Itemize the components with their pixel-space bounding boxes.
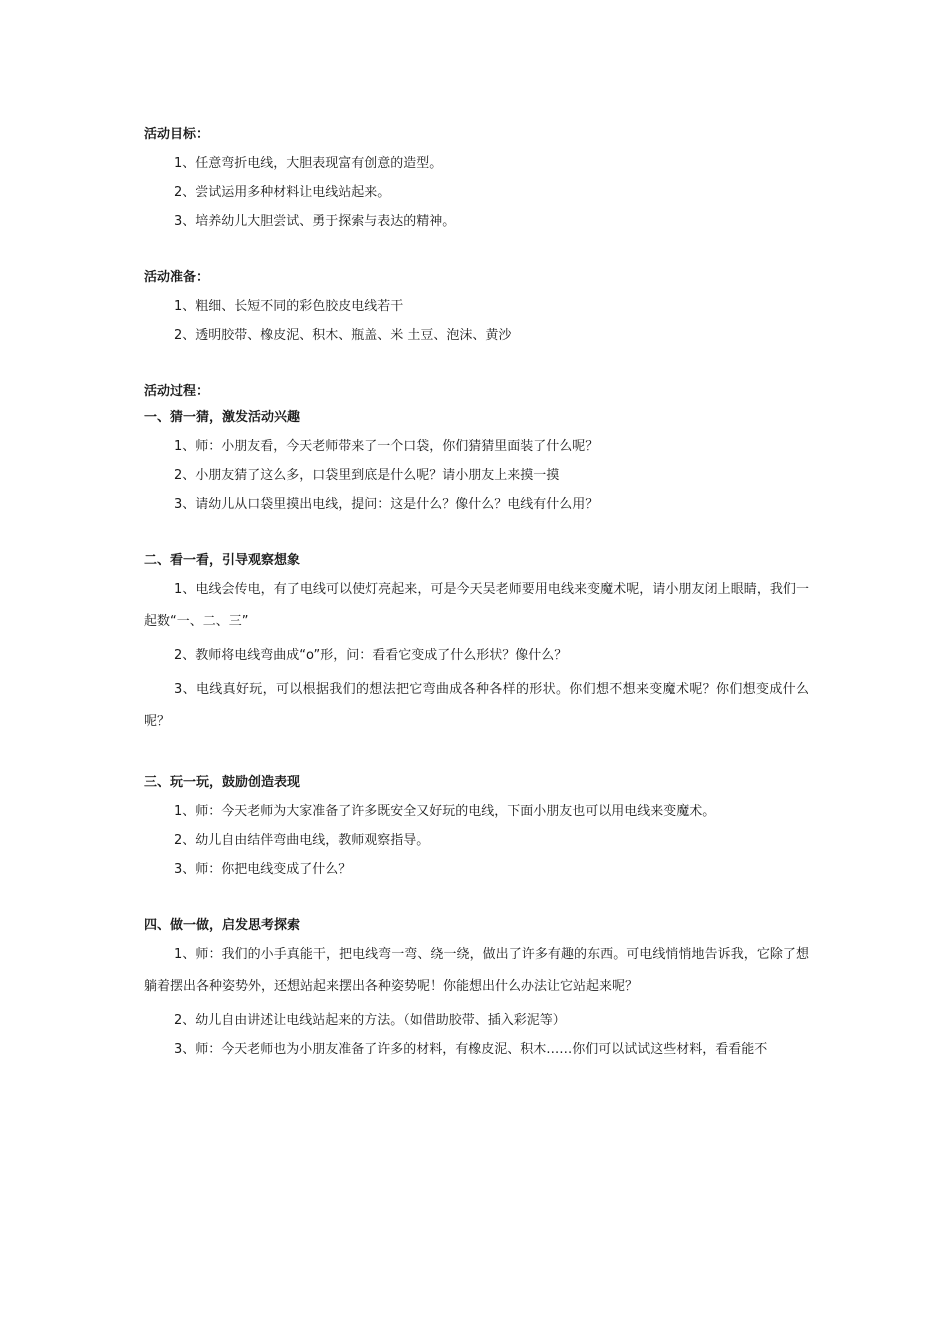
goals-item: 1、任意弯折电线，大胆表现富有创意的造型。	[174, 156, 443, 171]
process-step-2	[144, 550, 809, 738]
step-item: 3、电线真好玩，可以根据我们的想法把它弯曲成各种各样的形状。你们想不想来变魔术呢？你们想变成什么呢？	[144, 682, 809, 729]
process-step-3	[144, 772, 809, 881]
goals-item: 3、培养幼儿大胆尝试、勇于探索与表达的精神。	[174, 214, 456, 229]
step-item: 1、师：今天老师为大家准备了许多既安全又好玩的电线，下面小朋友也可以用电线来变魔术。	[174, 804, 716, 819]
step-item: 1、师：我们的小手真能干，把电线弯一弯、绕一绕，做出了许多有趣的东西。可电线悄悄地告诉我，它除了想躺着摆出各种姿势外，还想站起来摆出各种姿势呢！你能想出什么办法让它站起来呢？	[144, 947, 809, 994]
process-step-1	[144, 381, 809, 516]
step-item: 3、师：今天老师也为小朋友准备了许多的材料，有橡皮泥、积木……你们可以试试这些材料，看看能不	[174, 1042, 768, 1057]
step-heading: 二、看一看，引导观察想象	[144, 553, 301, 568]
process-heading: 活动过程：	[144, 384, 210, 399]
goals-heading: 活动目标：	[144, 127, 210, 142]
document-body	[144, 124, 809, 1095]
goals-section	[144, 124, 809, 233]
step-item: 3、请幼儿从口袋里摸出电线，提问：这是什么？像什么？电线有什么用？	[174, 497, 599, 512]
step-item: 3、师：你把电线变成了什么？	[174, 862, 352, 877]
step-item: 1、师：小朋友看，今天老师带来了一个口袋，你们猜猜里面装了什么呢？	[174, 439, 599, 454]
step-heading: 三、玩一玩，鼓励创造表现	[144, 775, 301, 790]
step-item: 2、幼儿自由结伴弯曲电线，教师观察指导。	[174, 833, 430, 848]
process-step-4	[144, 915, 809, 1061]
step-item: 1、电线会传电，有了电线可以使灯亮起来，可是今天吴老师要用电线来变魔术呢，请小朋友闭上眼睛，我们一起数“一、二、三”	[144, 582, 809, 629]
step-item: 2、幼儿自由讲述让电线站起来的方法。（如借助胶带、插入彩泥等）	[174, 1013, 566, 1028]
prep-heading: 活动准备：	[144, 270, 210, 285]
prep-item: 1、粗细、长短不同的彩色胶皮电线若干	[174, 299, 404, 314]
goals-item: 2、尝试运用多种材料让电线站起来。	[174, 185, 391, 200]
prep-item: 2、透明胶带、橡皮泥、积木、瓶盖、米 土豆、泡沫、黄沙	[174, 328, 512, 343]
step-heading: 一、猜一猜，激发活动兴趣	[144, 410, 301, 425]
step-heading: 四、做一做，启发思考探索	[144, 918, 301, 933]
step-item: 2、小朋友猜了这么多，口袋里到底是什么呢？请小朋友上来摸一摸	[174, 468, 560, 483]
prep-section	[144, 267, 809, 347]
step-item: 2、教师将电线弯曲成“o”形，问：看看它变成了什么形状？像什么？	[174, 648, 568, 663]
